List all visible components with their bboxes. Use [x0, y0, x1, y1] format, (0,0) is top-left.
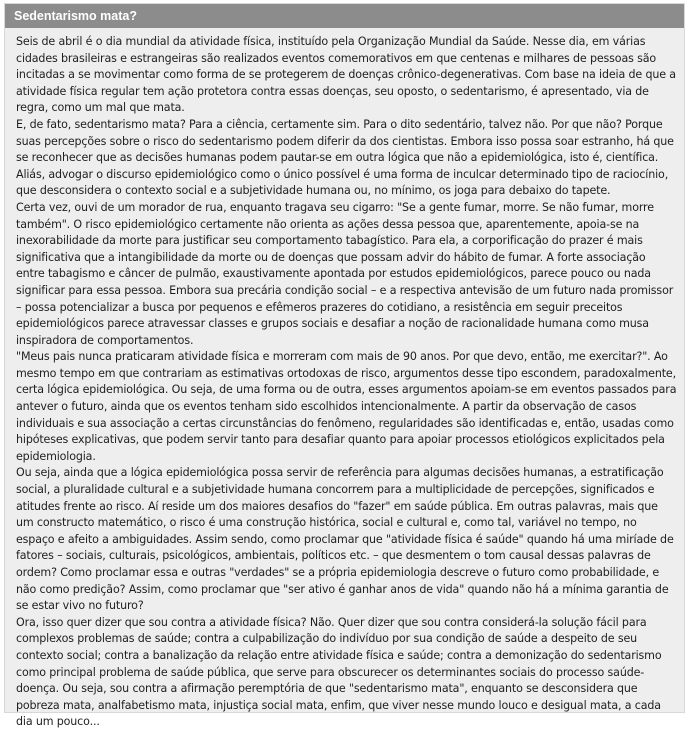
box-title: Sedentarismo mata?: [5, 4, 684, 28]
paragraph-5: Ou seja, ainda que a lógica epidemiológica possa servir de referência para algumas decisões humanas, a estratificação social, a pluralidade cultural e a subjetividade humana concorrem para a multiplicidade de percepções, significados e atitudes frente ao risco. Aí reside um dos maiores desafios do "fazer" em saúde pública. Em outras palavras, mais que um constructo matemático, o risco é uma construção histórica, social e cultural e, como tal, variável no tempo, no espaço e afeito a ambiguidades. Assim sendo, como proclamar que "atividade física é saúde" quando há uma miríade de fatores – sociais, culturais, psicológicos, ambientais, políticos etc. – que desmentem o tom causal dessas palavras de ordem? Como proclamar essa e outras "verdades" se a própria epidemiologia descreve o futuro como probabilidade, e não como predição? Assim, como proclamar que "ser ativo é ganhar anos de vida" quando não há a mínima garantia de se estar vivo no futuro?: [16, 466, 674, 613]
article-body: [5, 28, 684, 731]
paragraph-1: Seis de abril é o dia mundial da atividade física, instituído pela Organização Mundial da Saúde. Nesse dia, em várias cidades brasileiras e estrangeiras são realizados eventos comemorativos em que centenas e milhares de pessoas são incitadas a se movimentar como forma de se protegerem de doenças crônico-degenerativas. Com base na ideia de que a atividade física regular tem ação protetora contra essas doenças, seu oposto, o sedentarismo, é apresentado, via de regra, como um mal que mata.: [16, 35, 676, 115]
article-box: [4, 3, 685, 729]
paragraph-4: "Meus pais nunca praticaram atividade física e morreram com mais de 90 anos. Por que devo, então, me exercitar?". Ao mesmo tempo em que contrariam as estimativas ortodoxas de risco, argumentos desse tipo escondem, paradoxalmente, certa lógica epidemiológica. Ou seja, de uma forma ou de outra, esses argumentos apoiam-se em eventos passados para antever o futuro, ainda que os eventos tenham sido escolhidos intencionalmente. A partir da observação de casos individuais e sua associação a certas circunstâncias do fenômeno, regularidades são identificadas e, então, usadas como hipóteses explicativas, que podem servir tanto para desafiar quanto para apoiar processos etiológicos explicitados pela epidemiologia.: [16, 350, 677, 463]
paragraph-6: Ora, isso quer dizer que sou contra a atividade física? Não. Quer dizer que sou contra considerá-la solução fácil para complexos problemas de saúde; contra a culpabilização do indivíduo por sua condição de saúde a despeito de seu contexto social; contra a banalização da relação entre atividade física e saúde; contra a demonização do sedentarismo como principal problema de saúde pública, que serve para obscurecer os determinantes sociais do processo saúde-doença. Ou seja, sou contra a afirmação peremptória de que "sedentarismo mata", enquanto se desconsidera que pobreza mata, analfabetismo mata, injustiça social mata, enfim, que viver nesse mundo louco e desigual mata, a cada dia um pouco...: [16, 615, 662, 729]
paragraph-3: Certa vez, ouvi de um morador de rua, enquanto tragava seu cigarro: "Se a gente fumar, morre. Se não fumar, morre também". O risco epidemiológico certamente não orienta as ações dessa pessoa que, aparentemente, apoia-se na inexorabilidade da morte para justificar seu comportamento tabagístico. Para ela, a corporificação do prazer é mais significativa que a intangibilidade da morte ou de doenças que possam advir do hábito de fumar. A forte associação entre tabagismo e câncer de pulmão, exaustivamente apontada por estudos epidemiológicos, parece pouco ou nada significar para essa pessoa. Embora sua precária condição social – e a respectiva antevisão de um futuro nada promissor – possa potencializar a busca por pequenos e efêmeros prazeres do cotidiano, a resistência em seguir preceitos epidemiológicos parece atravessar classes e grupos sociais e desafiar a noção de racionalidade humana como musa inspiradora de comportamentos.: [16, 200, 674, 347]
paragraph-2: E, de fato, sedentarismo mata? Para a ciência, certamente sim. Para o dito sedentário, talvez não. Por que não? Porque suas percepções sobre o risco do sedentarismo podem diferir da dos cientistas. Embora isso possa soar estranho, há que se reconhecer que as decisões humanas podem pautar-se em outra lógica que não a epidemiológica, isto é, científica. Aliás, advogar o discurso epidemiológico como o único possível é uma forma de inculcar determinado tipo de raciocínio, que desconsidera o contexto social e a subjetividade humana ou, no mínimo, os joga para debaixo do tapete.: [16, 117, 674, 198]
